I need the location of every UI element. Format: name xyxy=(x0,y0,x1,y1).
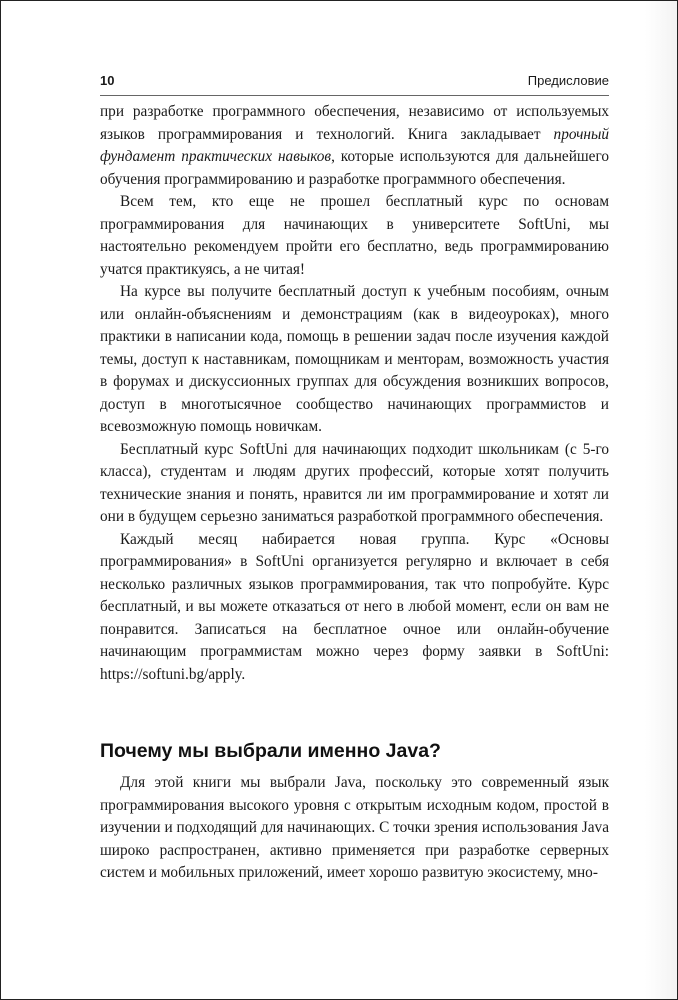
header-rule xyxy=(100,95,609,96)
section-body xyxy=(100,772,609,885)
paragraph-text: , которые используются для дальнейшего обучения программированию и разработке программного обеспечения. xyxy=(100,148,610,188)
paragraph: Всем тем, кто еще не прошел бесплатный курс по основам программирования для начинающих в университете SoftUni, мы настоятельно рекомендуем пройти его бесплатно, ведь программированию учатся практикуясь, а не читая! xyxy=(100,193,609,278)
paragraph: На курсе вы получите бесплатный доступ к учебным пособиям, очным или онлайн-объяснениям и демонстрациям (как в видеоуроках), много практики в написании кода, помощь в решении задач после изучения каждой темы, доступ к наставникам, помощникам и менторам, возможность участия в форумах и дискуссионных группах для обсуждения возникших вопросов, доступ в многотысячное сообщество начинающих программистов и всевозможную помощь новичкам. xyxy=(100,283,609,435)
paragraph-text: при разработке программного обеспечения, независимо от используемых языков программирования и технологий. Книга закладывает xyxy=(100,103,609,143)
emphasized-text: прочный фундамент практических навыков xyxy=(100,125,609,165)
running-header xyxy=(100,73,609,93)
running-header-title: Предисловие xyxy=(527,73,609,88)
paragraph: Бесплатный курс SoftUni для начинающих подходит школьникам (с 5-го класса), студентам и людям других профессий, которые хотят получить технические знания и понять, нравится ли им программирование и хотят ли они в будущем серьезно заниматься разработкой программного обеспечения. xyxy=(100,440,609,525)
section-heading: Почему мы выбрали именно Java? xyxy=(100,740,441,762)
page-edge-shadow xyxy=(645,1,677,999)
page-number: 10 xyxy=(100,73,115,88)
paragraph: Каждый месяц набирается новая группа. Курс «Основы программирования» в SoftUni организуется регулярно и включает в себя несколько различных языков программирования, так что попробуйте. Курс бесплатный, и вы можете отказаться от него в любой момент, если он вам не понравится. Записаться на бесплатное очное или онлайн-обучение начинающим программистам можно через форму заявки в SoftUni: https://softuni.bg/apply. xyxy=(100,530,609,683)
paragraph xyxy=(100,101,609,191)
paragraph: Для этой книги мы выбрали Java, поскольку это современный язык программирования высокого уровня с открытым исходным кодом, простой в изучении и подходящий для начинающих. С точки зрения использования Java широко распространен, активно применяется при разработке серверных систем и мобильных приложений, имеет хорошо развитую экосистему, мно- xyxy=(100,774,609,881)
body-text xyxy=(100,101,609,686)
